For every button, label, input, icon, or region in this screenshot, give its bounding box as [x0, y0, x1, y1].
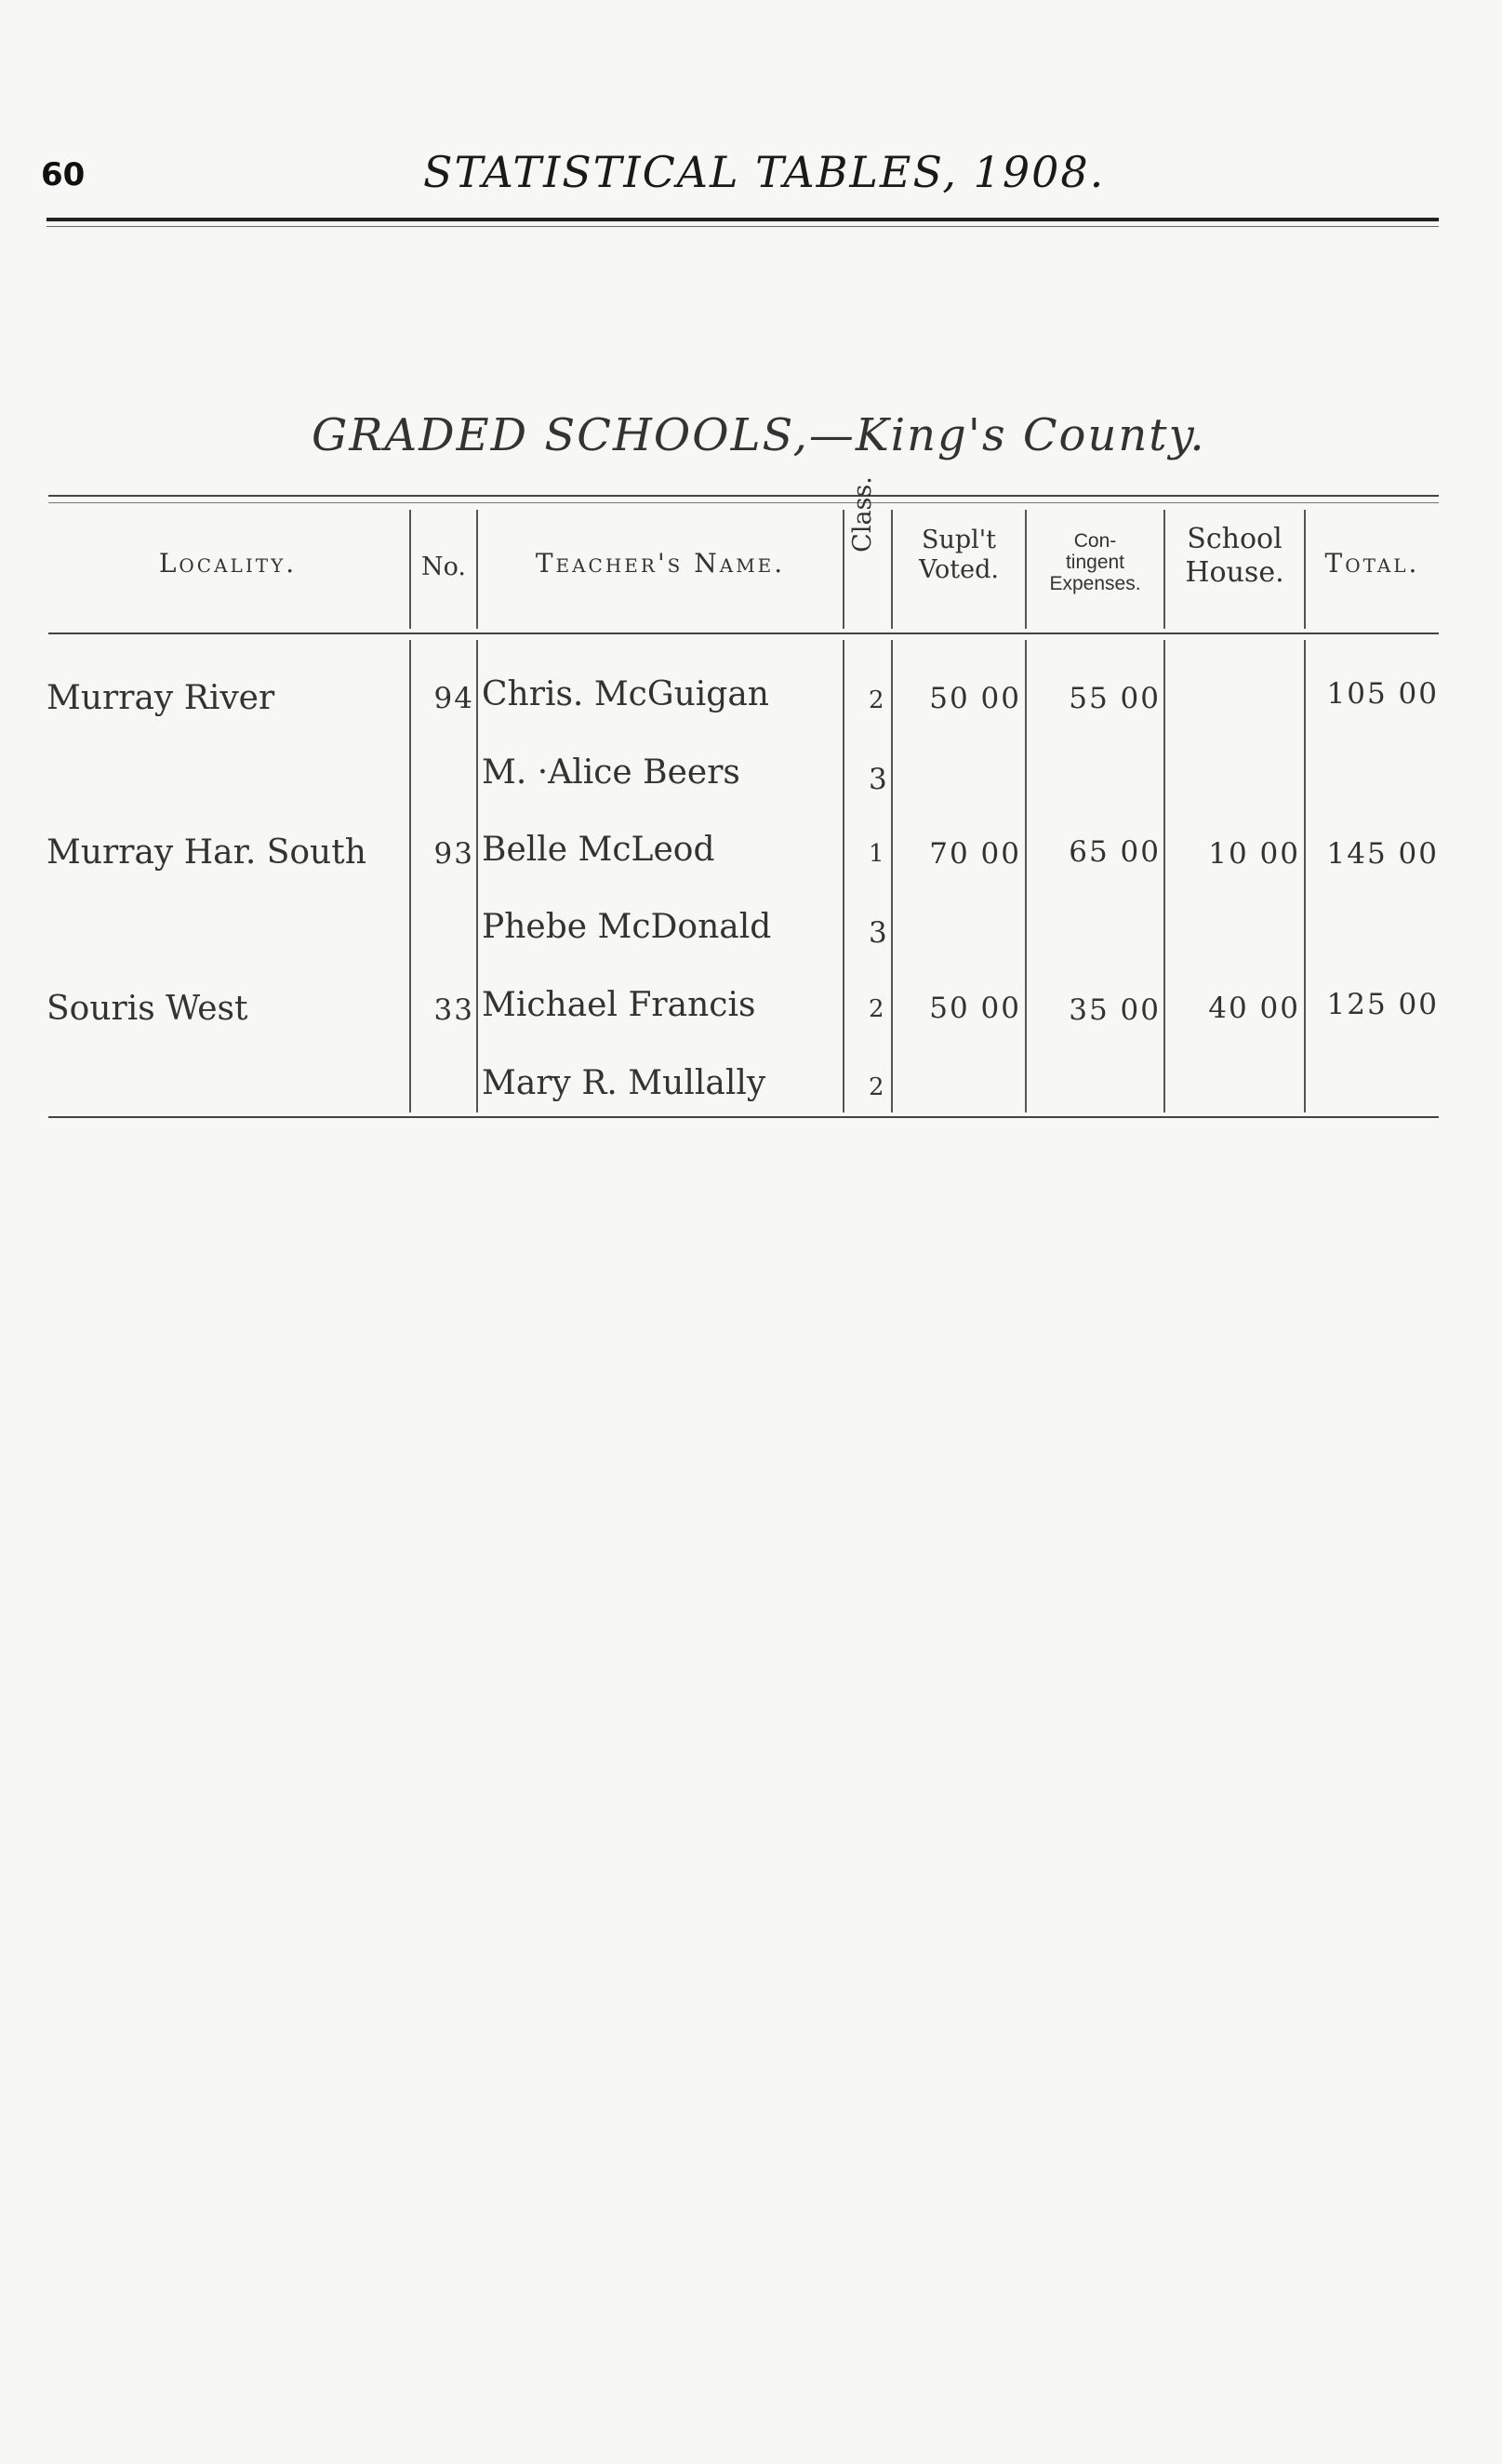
cell-school-house: 40 00 — [1208, 992, 1300, 1025]
header-class: Class. — [848, 476, 877, 553]
cell-teacher: Mary R. Mullally — [482, 1064, 766, 1102]
cell-class: 2 — [869, 686, 886, 714]
cell-supplement: 50 00 — [929, 992, 1021, 1025]
cell-contingent: 65 00 — [1069, 835, 1161, 869]
cell-contingent: 55 00 — [1069, 682, 1161, 715]
header-contingent-line1: Con- — [1073, 530, 1117, 552]
header-school-house-line2: House. — [1185, 556, 1284, 589]
header-rule — [47, 218, 1439, 221]
cell-school-house: 10 00 — [1208, 837, 1300, 871]
cell-teacher: Michael Francis — [482, 986, 756, 1024]
header-rule-thin — [47, 226, 1439, 227]
cell-class: 3 — [869, 916, 889, 950]
running-title: STATISTICAL TABLES, 1908. — [423, 147, 1106, 197]
col-divider — [843, 510, 844, 629]
cell-supplement: 50 00 — [929, 682, 1021, 715]
header-school-house-line1: School — [1187, 523, 1283, 555]
cell-locality: Murray Har. South — [47, 833, 366, 872]
cell-supplement: 70 00 — [929, 837, 1021, 871]
cell-locality: Murray River — [47, 679, 275, 717]
cell-contingent: 35 00 — [1069, 993, 1161, 1027]
table-bottom-rule — [48, 1116, 1439, 1118]
col-divider — [1163, 640, 1165, 1112]
header-contingent — [1027, 530, 1163, 594]
header-supplement-line1: Supl't — [921, 526, 997, 554]
cell-total: 105 00 — [1326, 677, 1439, 711]
cell-class: 2 — [869, 995, 886, 1023]
cell-total: 145 00 — [1326, 837, 1439, 871]
table-top-rule-thin — [48, 502, 1439, 503]
cell-teacher: M. ·Alice Beers — [482, 753, 740, 792]
header-school-house — [1165, 523, 1304, 590]
cell-total: 125 00 — [1326, 988, 1439, 1021]
cell-no: 33 — [433, 993, 474, 1027]
col-divider — [476, 640, 478, 1112]
header-supplement-line2: Voted. — [919, 555, 999, 584]
cell-locality: Souris West — [47, 990, 248, 1028]
col-divider — [1304, 640, 1306, 1112]
header-no: No. — [421, 553, 466, 581]
cell-class: 1 — [869, 840, 886, 868]
header-locality: Locality. — [158, 548, 298, 579]
page-number: 60 — [41, 156, 86, 193]
cell-class: 2 — [869, 1073, 886, 1101]
header-total: Total. — [1324, 548, 1420, 579]
cell-teacher: Belle McLeod — [482, 831, 715, 869]
cell-teacher: Chris. McGuigan — [482, 675, 769, 713]
cell-no: 93 — [433, 837, 474, 871]
cell-no: 94 — [433, 682, 474, 715]
header-bottom-rule — [48, 633, 1439, 634]
col-divider — [843, 640, 844, 1112]
header-contingent-line2: tingent — [1065, 552, 1125, 573]
header-supplement — [893, 526, 1025, 585]
cell-class: 3 — [869, 763, 889, 796]
section-title: GRADED SCHOOLS,—King's County. — [312, 409, 1206, 461]
col-divider — [1025, 640, 1027, 1112]
cell-teacher: Phebe McDonald — [482, 908, 772, 946]
header-contingent-line3: Expenses. — [1049, 573, 1141, 594]
col-divider — [891, 640, 893, 1112]
header-teacher: Teacher's Name. — [535, 548, 786, 579]
table-top-rule — [48, 495, 1439, 497]
